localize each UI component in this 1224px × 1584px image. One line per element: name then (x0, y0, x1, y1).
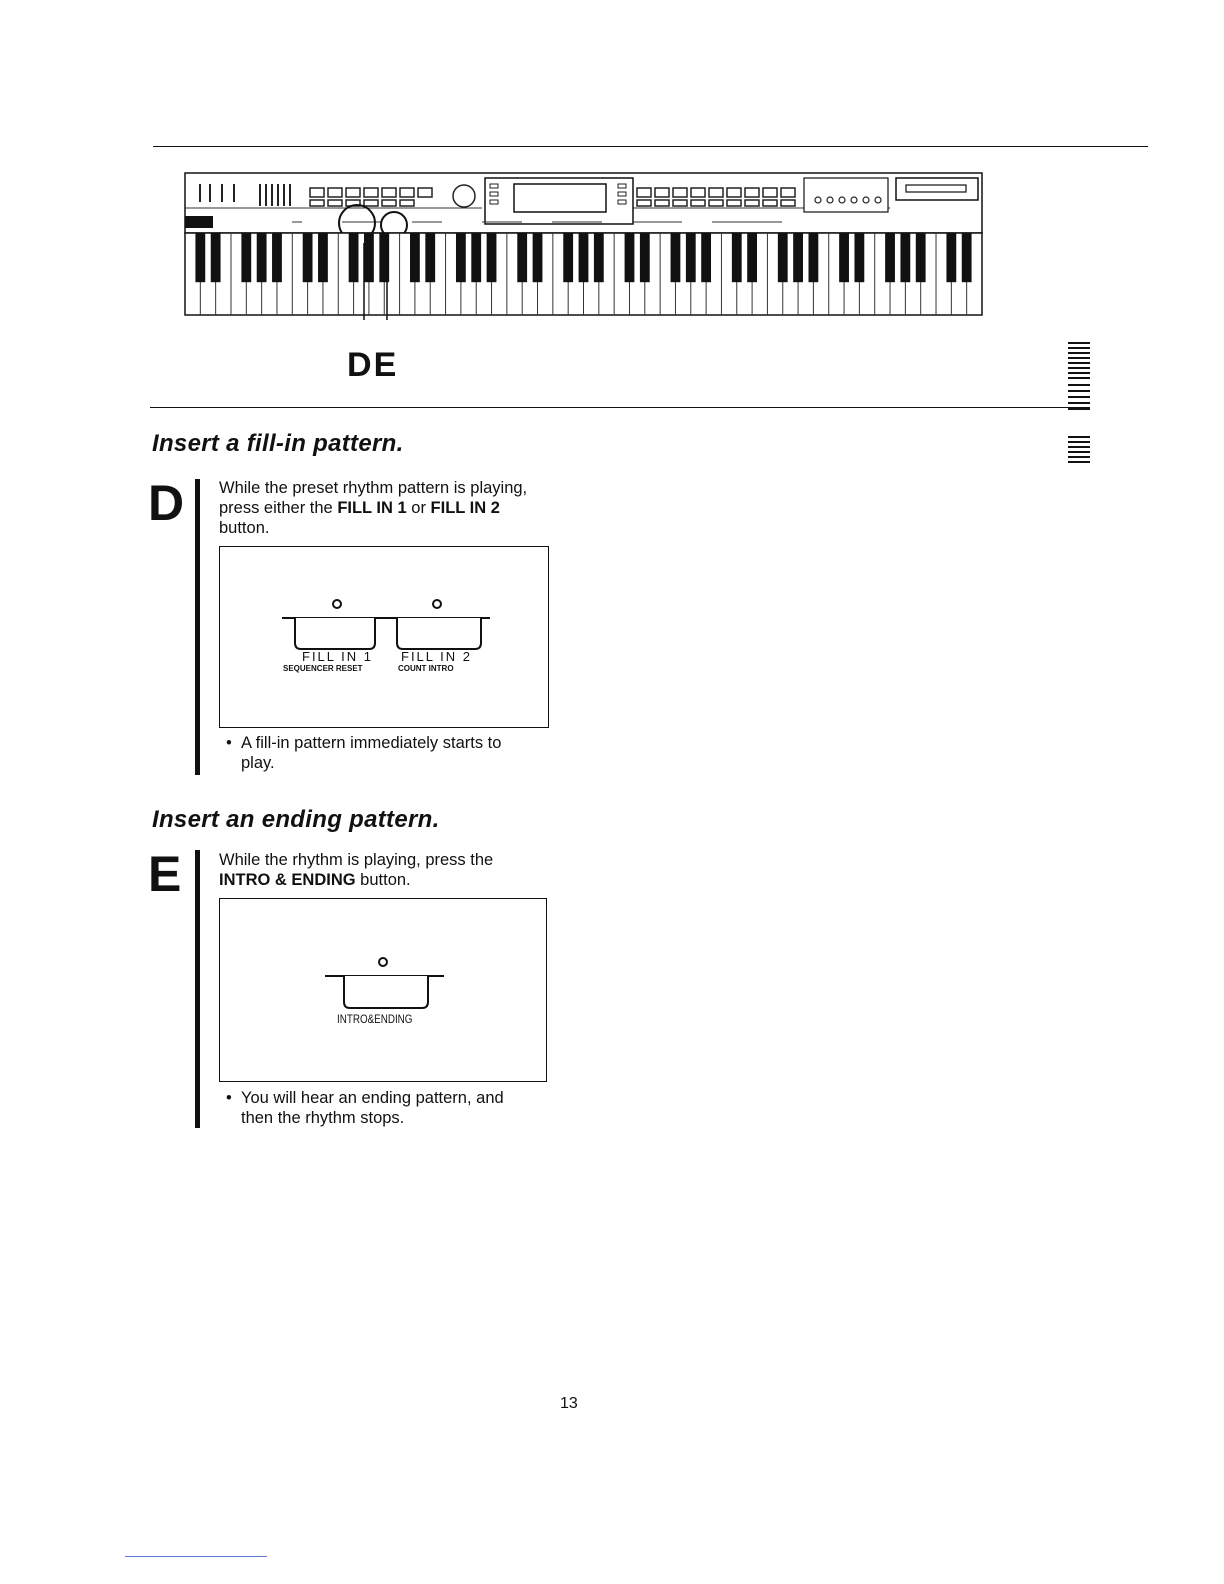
control-panel (185, 173, 982, 233)
intro-ending-led (379, 958, 387, 966)
fill-in-1-sublabel: SEQUENCER RESET (283, 664, 363, 673)
black-key (640, 233, 650, 282)
section-d-heading: Insert a fill-in pattern. (152, 430, 404, 457)
black-key (778, 233, 788, 282)
black-key (808, 233, 818, 282)
top-rule (153, 146, 1148, 147)
diagram-markers (347, 346, 398, 385)
step-bar-e (195, 850, 200, 1128)
black-key (349, 233, 359, 282)
fill-in-2-led (433, 600, 441, 608)
step-letter-e: E (148, 846, 182, 902)
marker-e: E (373, 346, 399, 384)
keybed (185, 233, 982, 315)
margin-marks (1066, 342, 1106, 472)
black-key (900, 233, 910, 282)
black-key (318, 233, 328, 282)
black-key (257, 233, 267, 282)
section-e-bullet: • You will hear an ending pattern, and then the rhythm stops. (226, 1089, 504, 1127)
fill-in-2-label: FILL IN 2 (430, 499, 500, 517)
fill-in-1-button-label: FILL IN 1 (302, 649, 373, 664)
step-bar-d (195, 479, 200, 775)
black-key (854, 233, 864, 282)
black-key (946, 233, 956, 282)
black-key (701, 233, 711, 282)
intro-ending-button-label: INTRO&ENDING (337, 1012, 413, 1026)
black-key (793, 233, 803, 282)
black-key (594, 233, 604, 282)
black-key (241, 233, 251, 282)
intro-ending-panel-drawing (220, 899, 546, 1081)
black-key (195, 233, 205, 282)
page-number: 13 (560, 1395, 578, 1412)
intro-ending-button (344, 976, 428, 1008)
black-key (732, 233, 742, 282)
section-d-instruction: While the preset rhythm pattern is playing, press either the FILL IN 1 or FILL IN 2 button. (219, 479, 528, 537)
black-key (211, 233, 221, 282)
black-key (425, 233, 435, 282)
black-key (625, 233, 635, 282)
black-key (579, 233, 589, 282)
black-key (364, 233, 374, 282)
black-key (456, 233, 466, 282)
black-key (303, 233, 313, 282)
black-key (839, 233, 849, 282)
fill-in-2-button-label: FILL IN 2 (401, 649, 472, 664)
fill-in-panel (219, 546, 549, 728)
black-key (471, 233, 481, 282)
black-key (686, 233, 696, 282)
marker-d: D (347, 346, 374, 384)
black-key (563, 233, 573, 282)
fill-in-2-button (397, 618, 481, 649)
diagram-bottom-rule (150, 407, 1090, 408)
black-key (410, 233, 420, 282)
black-key (747, 233, 757, 282)
black-key (517, 233, 527, 282)
keyboard-illustration (182, 170, 1012, 320)
black-key (885, 233, 895, 282)
section-e-instruction: While the rhythm is playing, press the INTRO & ENDING button. (219, 851, 494, 889)
fill-in-1-button (295, 618, 375, 649)
black-key (272, 233, 282, 282)
black-key (916, 233, 926, 282)
black-key (533, 233, 543, 282)
intro-ending-label: INTRO & ENDING (219, 871, 356, 889)
black-key (962, 233, 972, 282)
fill-in-2-sublabel: COUNT INTRO (398, 664, 454, 673)
intro-ending-panel (219, 898, 547, 1082)
fill-in-1-led (333, 600, 341, 608)
black-key (487, 233, 497, 282)
fill-in-panel-drawing (220, 547, 548, 727)
step-letter-d: D (148, 475, 185, 531)
fill-in-1-label: FILL IN 1 (337, 499, 407, 517)
black-key (671, 233, 681, 282)
bottom-line (125, 1556, 267, 1557)
section-d-bullet: • A fill-in pattern immediately starts to play. (226, 734, 502, 772)
section-e-heading: Insert an ending pattern. (152, 806, 440, 833)
